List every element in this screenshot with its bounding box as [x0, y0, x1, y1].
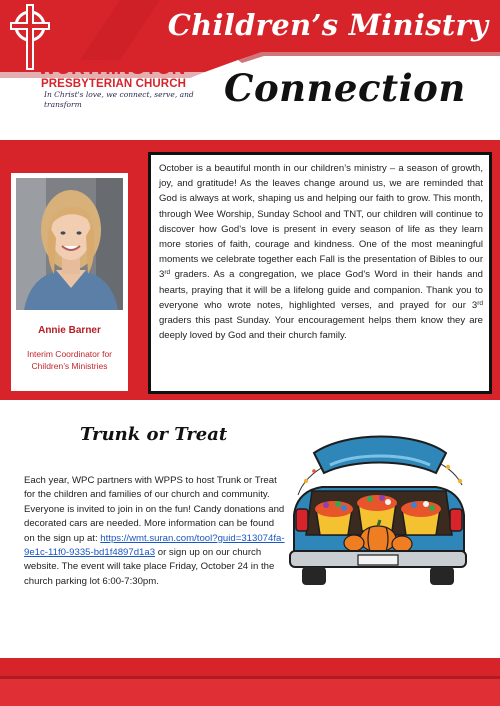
coordinator-role: Interim Coordinator for Children’s Ministries [26, 349, 113, 371]
intro-section [0, 140, 500, 400]
church-tagline: In Christ's love, we connect, serve, and transform [44, 90, 194, 109]
footer-band-lower [0, 678, 500, 706]
church-logo [38, 59, 208, 110]
page-header [0, 0, 500, 140]
footer-band [0, 658, 500, 678]
coordinator-letter [148, 152, 492, 394]
portrait-illustration [16, 178, 123, 310]
coordinator-photo [16, 178, 123, 310]
coordinator-name: Annie Barner [38, 325, 101, 336]
church-name-line1: WORTHINGTON [38, 58, 186, 79]
newsletter-subtitle: Connection [224, 66, 466, 110]
footer-divider [0, 676, 500, 679]
signup-link[interactable]: https://wmt.suran.com/tool?guid=313074fa-9e1c-11f0-9335-bd1f4897d1a3 [24, 532, 285, 559]
church-name-line2: PRESBYTERIAN CHURCH [41, 78, 187, 90]
car-trunk-candy-illustration [286, 423, 470, 601]
trunk-or-treat-heading: Trunk or Treat [80, 424, 228, 445]
coordinator-card [11, 173, 128, 391]
trunk-or-treat-text: Each year, WPC partners with WPPS to host Trunk or Treat for the children and families of our church and community. Everyone is invited to join in on the fun! Candy donations and decorated cars are needed. More information can be found on the sign up at: https://wmt.suran.com/tool?guid=313074fa-9e1c-11f0-9335-bd1f4897d1a3 or sign up on our church website. The event will take place Friday, October 24 in the church parking lot 6:00-7:30pm. [24, 475, 285, 587]
letter-text: October is a beautiful month in our children’s ministry – a season of growth, joy, and gratitude! As the leaves change around us, we are reminded that God is always at work, shaping us and helping our faith to grow. This month, through Wee Worship, Sunday School and TNT, our children will continue to discover how God’s love is present in every season of life as they learn more stories of faith, courage and kindness. One of the most meaningful moments we celebrate together each Fall is the presentation of Bibles to our 3rd graders. As a congregation, we place God’s Word in their hands and hearts, praying that it will be a lifelong guide and companion. Thank you to everyone who wrote notes, highlighted verses, and prayed for our 3rd graders this past Sunday. Your encouragement helps them know they are deeply loved by God and their church family. [159, 163, 483, 342]
newsletter-title: Children’s Ministry [167, 8, 489, 42]
